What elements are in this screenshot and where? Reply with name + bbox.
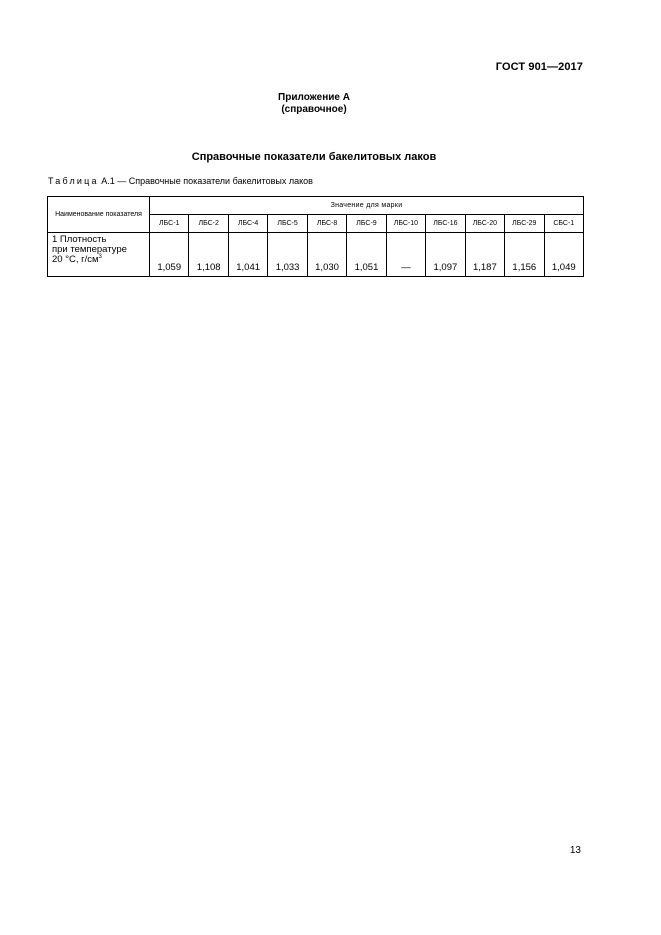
column-header-mark: ЛБС-10 [386, 215, 425, 233]
page-number: 13 [569, 845, 581, 856]
row-label-line [52, 255, 149, 265]
table-caption-prefix: Таблица [48, 176, 99, 186]
table-cell-value: 1,030 [307, 233, 346, 277]
column-header-mark: ЛБС-5 [268, 215, 307, 233]
document-standard-code: ГОСТ 901—2017 [495, 61, 583, 73]
column-header-mark: ЛБС-4 [228, 215, 267, 233]
table-cell-value: 1,097 [426, 233, 465, 277]
table-row-density [48, 233, 584, 277]
appendix-subtitle: (справочное) [281, 104, 347, 115]
table-caption-text: А.1 — Справочные показатели бакелитовых лаков [98, 176, 313, 186]
table-cell-value: 1,108 [189, 233, 228, 277]
column-header-mark: СБС-1 [544, 215, 583, 233]
row-label-line: 1 Плотность [52, 234, 107, 245]
column-header-mark: ЛБС-29 [505, 215, 544, 233]
appendix-heading [0, 92, 628, 116]
table-caption [48, 176, 313, 186]
table-cell-value: 1,041 [228, 233, 267, 277]
row-label-line: при температуре [52, 244, 127, 255]
table-cell-value: — [386, 233, 425, 277]
appendix-title: Приложение А [278, 92, 350, 103]
column-header-mark: ЛБС-20 [465, 215, 504, 233]
section-title: Справочные показатели бакелитовых лаков [191, 151, 437, 163]
row-label-density [48, 233, 150, 277]
column-header-indicator-name: Наименование показателя [48, 197, 150, 233]
column-group-header-grade-value: Значение для марки [150, 197, 584, 215]
column-header-mark: ЛБС-1 [150, 215, 189, 233]
column-header-mark: ЛБС-8 [307, 215, 346, 233]
table-cell-value: 1,059 [150, 233, 189, 277]
column-header-mark: ЛБС-2 [189, 215, 228, 233]
row-label-unit-exponent: 3 [98, 253, 102, 260]
reference-properties-table [47, 196, 584, 277]
column-header-mark: ЛБС-16 [426, 215, 465, 233]
table-cell-value: 1,049 [544, 233, 583, 277]
table-cell-value: 1,033 [268, 233, 307, 277]
table-cell-value: 1,051 [347, 233, 386, 277]
column-header-mark: ЛБС-9 [347, 215, 386, 233]
row-label-unit: 20 °С, г/см [52, 254, 99, 265]
table-cell-value: 1,187 [465, 233, 504, 277]
table-cell-value: 1,156 [505, 233, 544, 277]
table-header-row [48, 197, 584, 215]
